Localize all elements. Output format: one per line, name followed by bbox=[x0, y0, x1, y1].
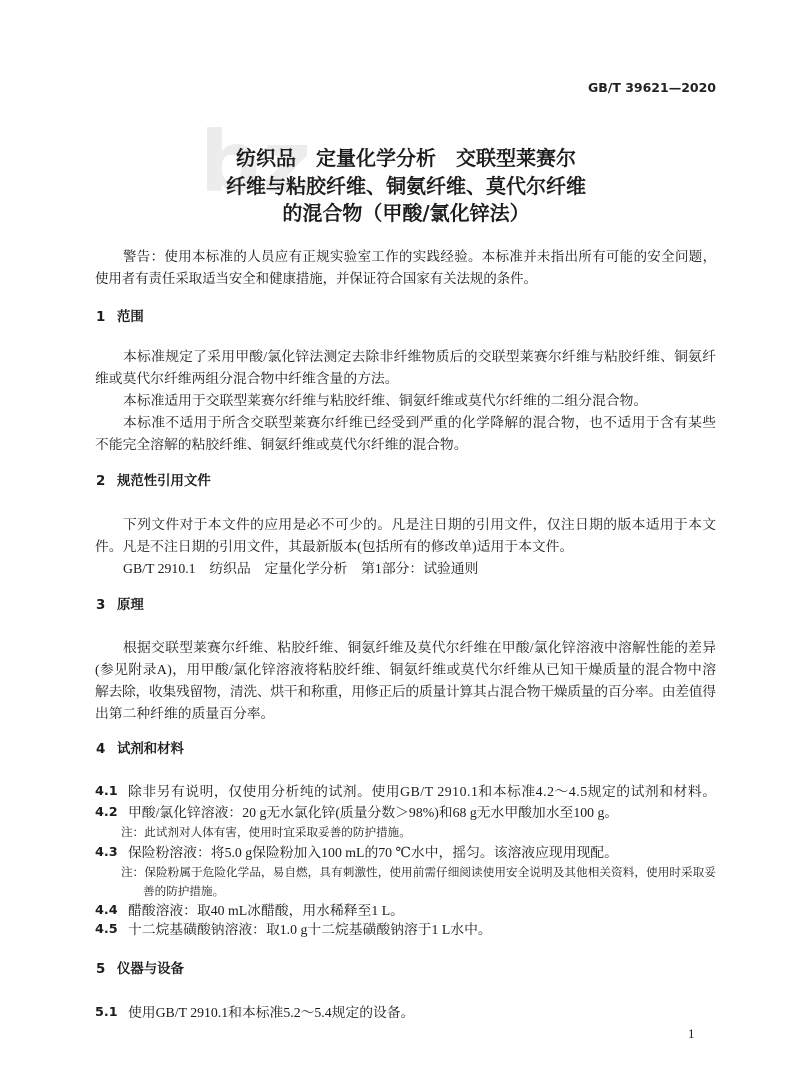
standard-number: GB/T 39621—2020 bbox=[587, 80, 716, 95]
section-heading bbox=[96, 741, 184, 759]
warning-line: 使用者有责任采取适当安全和健康措施，并保证符合国家有关法规的条件。 bbox=[95, 272, 537, 287]
title-line: 纺织品 定量化学分析 交联型莱赛尔 bbox=[236, 146, 576, 170]
section-heading bbox=[96, 961, 184, 979]
section-heading bbox=[96, 597, 144, 615]
paragraph-line: 根据交联型莱赛尔纤维、粘胶纤维、铜氨纤维及莫代尔纤维在甲酸/氯化锌溶液中溶解性能的差异 bbox=[123, 640, 717, 655]
paragraph-line: (参见附录A)，用甲酸/氯化锌溶液将粘胶纤维、铜氨纤维或莫代尔纤维从已知干燥质量的混合物中溶 bbox=[95, 662, 717, 677]
paragraph-line: 出第二种纤维的质量百分率。 bbox=[95, 706, 275, 721]
paragraph-line: 本标准不适用于所含交联型莱赛尔纤维已经受到严重的化学降解的混合物，也不适用于含有某些 bbox=[123, 415, 717, 430]
section-title: 范围 bbox=[117, 310, 144, 325]
title-line: 纤维与粘胶纤维、铜氨纤维、莫代尔纤维 bbox=[226, 174, 586, 198]
section-title: 试剂和材料 bbox=[117, 742, 184, 757]
clause-item bbox=[95, 1004, 716, 1022]
section-number: 1 bbox=[96, 310, 106, 325]
paragraph-line: 维或莫代尔纤维两组分混合物中纤维含量的方法。 bbox=[95, 371, 399, 386]
section-number: 3 bbox=[96, 598, 106, 613]
clause-item bbox=[95, 783, 716, 801]
clause-number: 4.1 bbox=[95, 784, 118, 799]
clause-text: 使用GB/T 2910.1和本标准5.2～5.4规定的设备。 bbox=[128, 1005, 415, 1020]
clause-text: 十二烷基磺酸钠溶液：取1.0 g十二烷基磺酸钠溶于1 L水中。 bbox=[128, 922, 492, 937]
section-title: 原理 bbox=[117, 598, 144, 613]
page-number: 1 bbox=[688, 1026, 695, 1041]
section-number: 4 bbox=[96, 742, 106, 757]
clause-number: 4.3 bbox=[95, 845, 118, 860]
section-title: 规范性引用文件 bbox=[117, 474, 211, 489]
clause-text: 甲酸/氯化锌溶液：20 g无水氯化锌(质量分数＞98%)和68 g无水甲酸加水至100 g。 bbox=[128, 805, 619, 820]
section-heading bbox=[96, 309, 144, 327]
section-number: 2 bbox=[96, 474, 106, 489]
section-number: 5 bbox=[96, 962, 106, 977]
warning-line: 警告：使用本标准的人员应有正规实验室工作的实践经验。本标准并未指出所有可能的安全问题， bbox=[123, 250, 717, 265]
clause-item bbox=[95, 902, 716, 920]
clause-number: 5.1 bbox=[95, 1005, 118, 1020]
clause-item bbox=[95, 804, 716, 822]
reference-entry: GB/T 2910.1 纺织品 定量化学分析 第1部分：试验通则 bbox=[123, 561, 479, 576]
clause-text: 醋酸溶液：取40 mL冰醋酸，用水稀释至1 L。 bbox=[128, 903, 404, 918]
clause-text: 除非另有说明，仅使用分析纯的试剂。使用GB/T 2910.1和本标准4.2～4.5规定的试剂和材料。 bbox=[128, 784, 717, 799]
clause-text: 保险粉溶液：将5.0 g保险粉加入100 mL的70 ℃水中，摇匀。该溶液应现用现配。 bbox=[128, 845, 618, 860]
paragraph-line: 本标准规定了采用甲酸/氯化锌法测定去除非纤维物质后的交联型莱赛尔纤维与粘胶纤维、铜氨纤 bbox=[123, 349, 717, 364]
paragraph-line: 解去除，收集残留物，清洗、烘干和称重，用修正后的质量计算其占混合物干燥质量的百分率。由差值得 bbox=[95, 684, 716, 699]
clause-number: 4.5 bbox=[95, 922, 118, 937]
clause-note: 注：保险粉属于危险化学品，易自燃，具有刺激性，使用前需仔细阅读使用安全说明及其他相关资料，使用时采取妥 bbox=[121, 866, 717, 879]
paragraph-line: 下列文件对于本文件的应用是必不可少的。凡是注日期的引用文件，仅注日期的版本适用于本文 bbox=[123, 517, 717, 532]
clause-number: 4.2 bbox=[95, 805, 118, 820]
paragraph-line: 本标准适用于交联型莱赛尔纤维与粘胶纤维、铜氨纤维或莫代尔纤维的二组分混合物。 bbox=[123, 393, 648, 408]
section-heading bbox=[96, 473, 211, 491]
section-title: 仪器与设备 bbox=[117, 962, 184, 977]
clause-note: 善的防护措施。 bbox=[143, 885, 225, 898]
watermark: bz bbox=[200, 113, 314, 211]
clause-item bbox=[95, 844, 716, 862]
paragraph-line: 不能完全溶解的粘胶纤维、铜氨纤维或莫代尔纤维的混合物。 bbox=[95, 437, 468, 452]
title-line: 的混合物（甲酸/氯化锌法） bbox=[282, 201, 530, 225]
clause-note: 注：此试剂对人体有害，使用时宜采取妥善的防护措施。 bbox=[121, 826, 411, 839]
paragraph-line: 件。凡是不注日期的引用文件，其最新版本(包括所有的修改单)适用于本文件。 bbox=[95, 539, 574, 554]
clause-number: 4.4 bbox=[95, 903, 118, 918]
clause-item bbox=[95, 921, 716, 939]
